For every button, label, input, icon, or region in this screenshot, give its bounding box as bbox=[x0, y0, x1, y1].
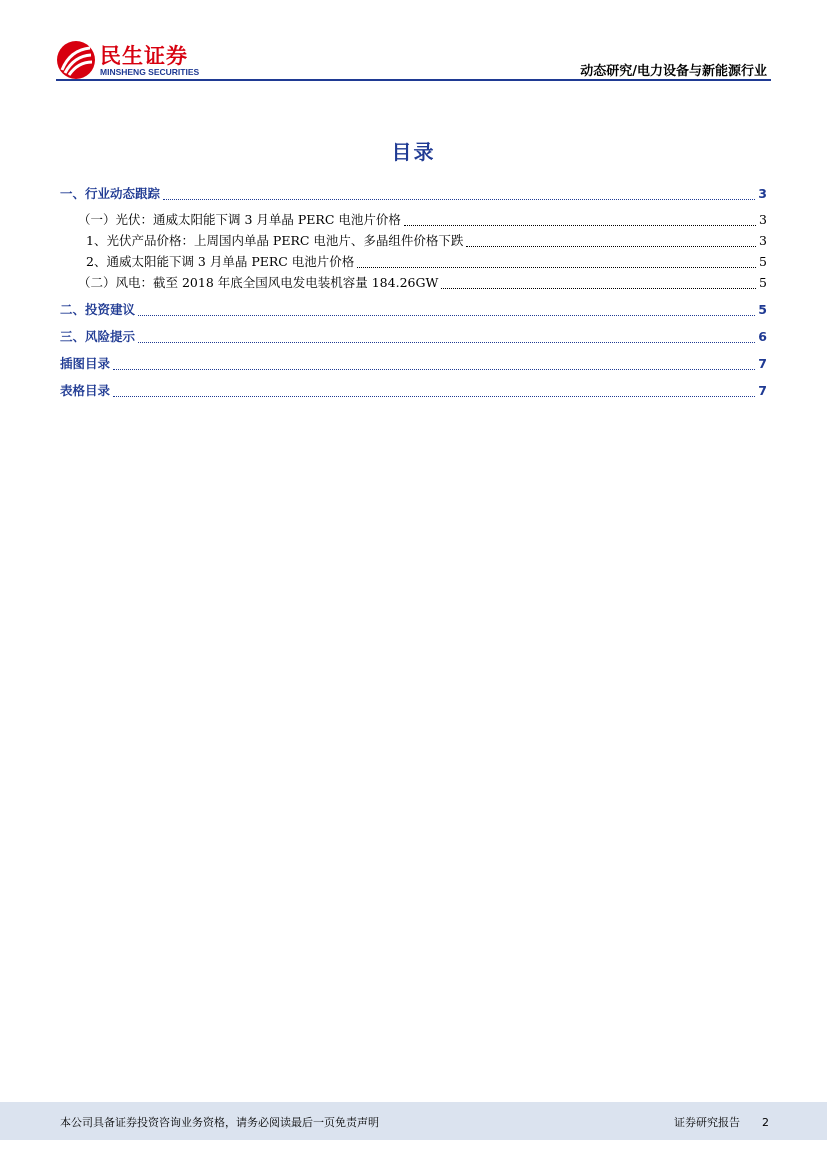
table-of-contents bbox=[60, 178, 767, 407]
toc-entry[interactable] bbox=[60, 300, 767, 321]
toc-entry-page: 5 bbox=[759, 254, 767, 269]
minsheng-logo-icon bbox=[56, 40, 96, 80]
toc-entry-label: 表格目录 bbox=[60, 383, 111, 398]
toc-dot-leader bbox=[113, 360, 755, 370]
toc-entry[interactable] bbox=[60, 184, 767, 205]
toc-entry[interactable] bbox=[60, 354, 767, 375]
toc-entry-page: 3 bbox=[759, 212, 767, 227]
report-label: 证券研究报告 bbox=[674, 1116, 740, 1129]
toc-dot-leader bbox=[138, 333, 755, 343]
toc-entry[interactable] bbox=[60, 210, 767, 231]
toc-dot-leader bbox=[163, 190, 755, 200]
toc-entry[interactable] bbox=[60, 273, 767, 294]
toc-entry[interactable] bbox=[60, 327, 767, 348]
toc-entry-page: 7 bbox=[758, 383, 767, 398]
toc-entry-label: （一）光伏：通威太阳能下调 3 月单晶 PERC 电池片价格 bbox=[78, 212, 401, 227]
footer-right bbox=[674, 1114, 769, 1130]
toc-entry[interactable] bbox=[60, 231, 767, 252]
toc-entry-label: 二、投资建议 bbox=[60, 302, 136, 317]
toc-entry-page: 3 bbox=[759, 233, 767, 248]
toc-entry-label: 一、行业动态跟踪 bbox=[60, 186, 161, 201]
toc-dot-leader bbox=[357, 258, 756, 268]
logo-english-name: MINSHENG SECURITIES bbox=[100, 67, 200, 77]
toc-entry-page: 5 bbox=[758, 302, 767, 317]
company-logo bbox=[56, 40, 216, 80]
toc-title: 目录 bbox=[391, 140, 436, 164]
toc-dot-leader bbox=[466, 237, 756, 247]
toc-entry[interactable] bbox=[60, 381, 767, 402]
logo-chinese-name: 民生证券 bbox=[100, 44, 188, 68]
footer bbox=[0, 1102, 827, 1140]
page-number: 2 bbox=[762, 1116, 769, 1129]
header-rule bbox=[56, 79, 771, 81]
footer-disclaimer: 本公司具备证券投资咨询业务资格，请务必阅读最后一页免责声明 bbox=[60, 1116, 379, 1129]
toc-entry-page: 5 bbox=[759, 275, 767, 290]
toc-entry-label: 插图目录 bbox=[60, 356, 111, 371]
toc-entry-label: 1、光伏产品价格：上周国内单晶 PERC 电池片、多晶组件价格下跌 bbox=[86, 233, 464, 248]
toc-entry-label: 三、风险提示 bbox=[60, 329, 136, 344]
toc-entry-label: （二）风电：截至 2018 年底全国风电发电装机容量 184.26GW bbox=[78, 275, 439, 290]
toc-dot-leader bbox=[138, 306, 755, 316]
toc-dot-leader bbox=[404, 216, 756, 226]
toc-entry[interactable] bbox=[60, 252, 767, 273]
toc-entry-page: 6 bbox=[758, 329, 767, 344]
toc-entry-label: 2、通威太阳能下调 3 月单晶 PERC 电池片价格 bbox=[86, 254, 355, 269]
toc-dot-leader bbox=[113, 387, 755, 397]
toc-entry-page: 3 bbox=[758, 186, 767, 201]
toc-entry-page: 7 bbox=[758, 356, 767, 371]
report-type: 动态研究/电力设备与新能源行业 bbox=[580, 64, 767, 79]
toc-dot-leader bbox=[441, 279, 756, 289]
